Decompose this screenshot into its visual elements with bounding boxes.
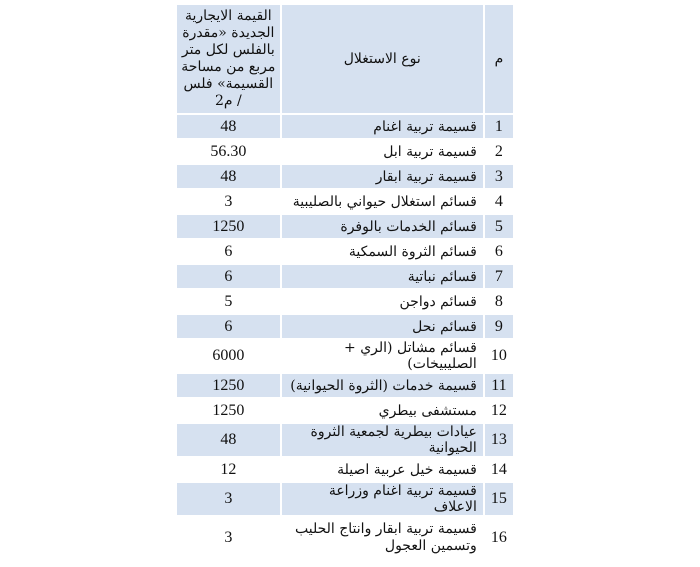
table-row (176, 398, 514, 423)
table-row (176, 139, 514, 164)
row-rental-value: 1250 (176, 398, 281, 423)
row-rental-value: 5 (176, 289, 281, 314)
row-number: 12 (484, 398, 514, 423)
row-rental-value: 6 (176, 239, 281, 264)
header-value: القيمة الايجارية الجديدة «مقدرة بالفلس لكل متر مربع من مساحة القسيمة» فلس / م2 (176, 4, 281, 114)
row-number: 10 (484, 339, 514, 373)
row-rental-value: 6 (176, 314, 281, 339)
row-rental-value: 1250 (176, 373, 281, 398)
row-usage-type: قسائم نحل (281, 314, 484, 339)
table-row (176, 239, 514, 264)
row-rental-value: 3 (176, 482, 281, 516)
table-row (176, 189, 514, 214)
row-usage-type: عيادات بيطرية لجمعية الثروة الحيوانية (281, 423, 484, 457)
row-number: 9 (484, 314, 514, 339)
table-row (176, 314, 514, 339)
row-number: 13 (484, 423, 514, 457)
row-rental-value: 3 (176, 189, 281, 214)
row-number: 6 (484, 239, 514, 264)
row-rental-value: 12 (176, 457, 281, 482)
table-row (176, 289, 514, 314)
row-number: 5 (484, 214, 514, 239)
table-row (176, 114, 514, 139)
row-usage-type: قسائم نباتية (281, 264, 484, 289)
table-row (176, 516, 514, 560)
row-number: 11 (484, 373, 514, 398)
row-number: 4 (484, 189, 514, 214)
row-number: 15 (484, 482, 514, 516)
table-row (176, 214, 514, 239)
table-row (176, 264, 514, 289)
row-usage-type: قسائم الثروة السمكية (281, 239, 484, 264)
row-rental-value: 48 (176, 114, 281, 139)
row-usage-type: قسيمة خيل عربية اصيلة (281, 457, 484, 482)
row-usage-type: قسائم مشاتل (الري + الصليبيخات) (281, 339, 484, 373)
row-rental-value: 6 (176, 264, 281, 289)
row-usage-type: قسيمة خدمات (الثروة الحيوانية) (281, 373, 484, 398)
rental-value-table (176, 4, 514, 560)
row-rental-value: 56.30 (176, 139, 281, 164)
row-usage-type: قسيمة تربية ابقار وانتاج الحليب وتسمين العجول (281, 516, 484, 560)
table-row (176, 164, 514, 189)
table-row (176, 339, 514, 373)
table-header (176, 4, 514, 114)
row-usage-type: قسيمة تربية ابل (281, 139, 484, 164)
row-usage-type: قسيمة تربية اغنام وزراعة الاعلاف (281, 482, 484, 516)
header-type: نوع الاستغلال (281, 4, 484, 114)
table-body (176, 114, 514, 560)
row-rental-value: 48 (176, 164, 281, 189)
row-rental-value: 48 (176, 423, 281, 457)
row-number: 3 (484, 164, 514, 189)
table-row (176, 457, 514, 482)
row-number: 8 (484, 289, 514, 314)
table-row (176, 373, 514, 398)
row-number: 14 (484, 457, 514, 482)
row-number: 7 (484, 264, 514, 289)
row-usage-type: قسيمة تربية اغنام (281, 114, 484, 139)
row-number: 16 (484, 516, 514, 560)
table-row (176, 423, 514, 457)
row-usage-type: قسائم استغلال حيواني بالصليبية (281, 189, 484, 214)
row-number: 1 (484, 114, 514, 139)
header-num: م (484, 4, 514, 114)
table-row (176, 482, 514, 516)
row-usage-type: قسائم دواجن (281, 289, 484, 314)
row-usage-type: قسائم الخدمات بالوفرة (281, 214, 484, 239)
row-rental-value: 6000 (176, 339, 281, 373)
row-rental-value: 3 (176, 516, 281, 560)
row-number: 2 (484, 139, 514, 164)
row-rental-value: 1250 (176, 214, 281, 239)
row-usage-type: مستشفى بيطري (281, 398, 484, 423)
row-usage-type: قسيمة تربية ابقار (281, 164, 484, 189)
